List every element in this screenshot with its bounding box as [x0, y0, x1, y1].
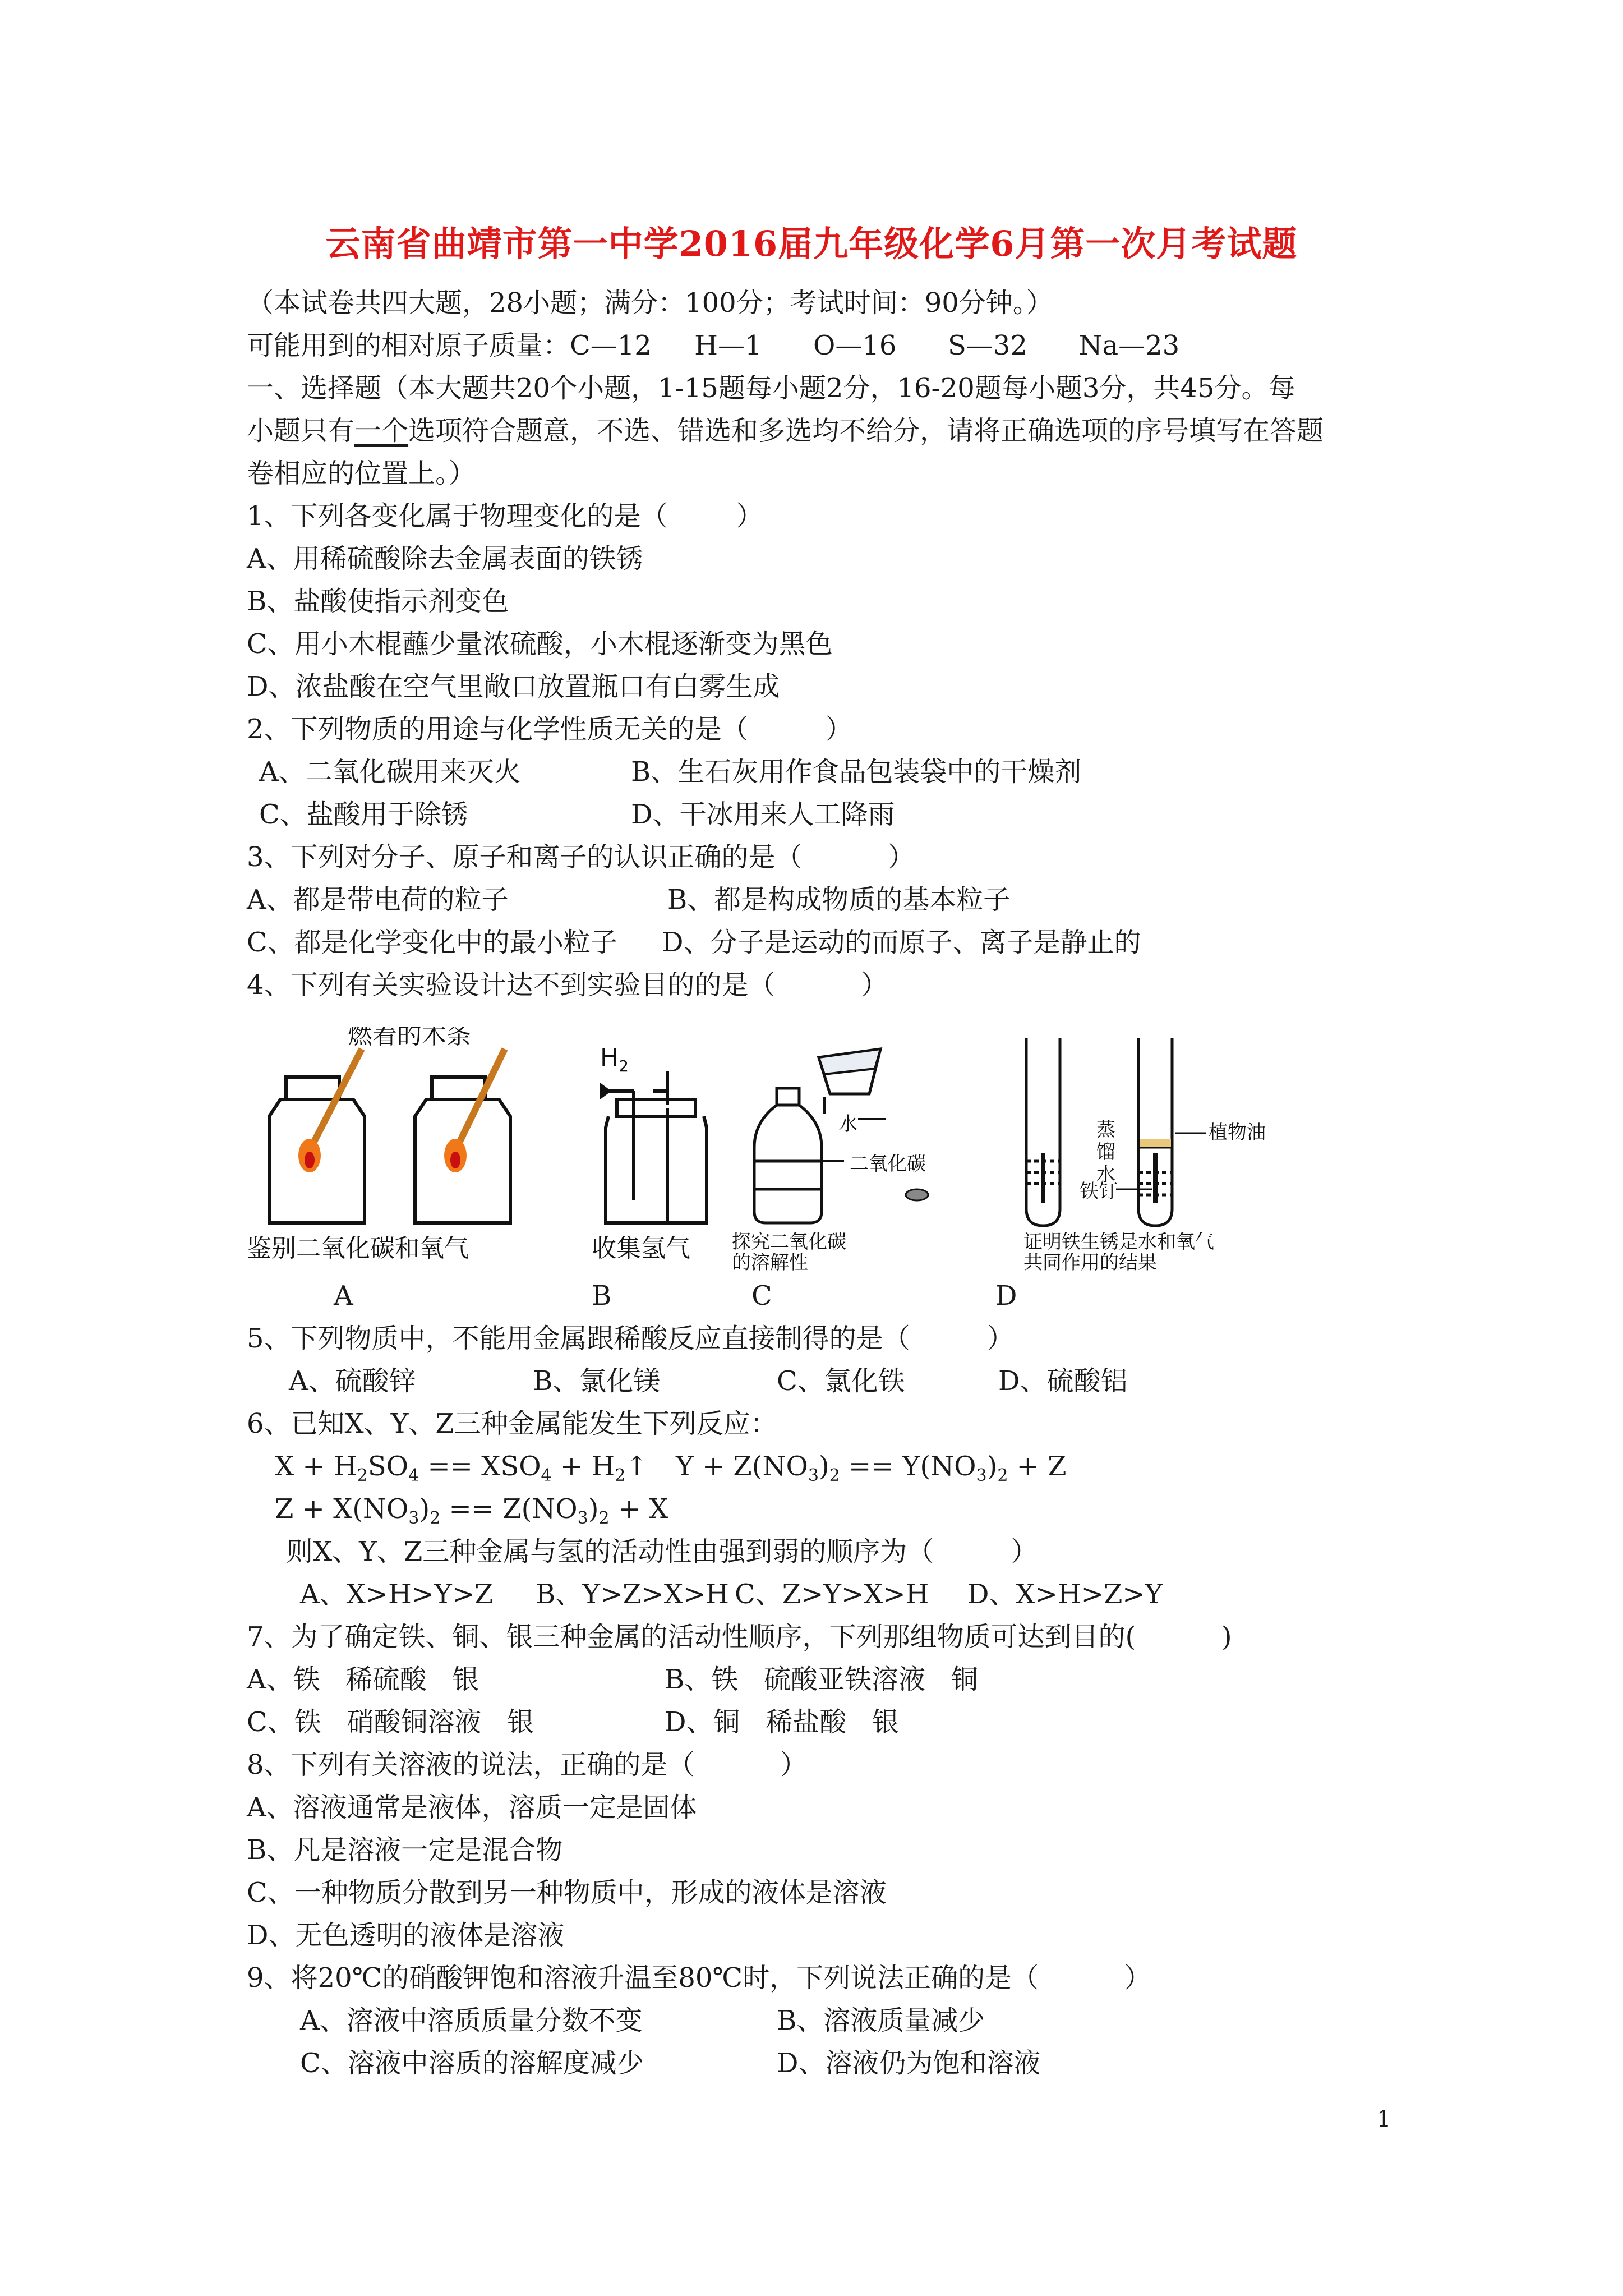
q6-option-d: D、X>H>Z>Y: [967, 1579, 1163, 1610]
eq-text: ): [986, 1451, 998, 1482]
q2-option-c: C、盐酸用于除锈: [259, 799, 468, 830]
eq-text: ): [818, 1451, 829, 1482]
eq-text: + X: [609, 1493, 668, 1525]
fig-b-top-label: [600, 1043, 629, 1075]
section1-instructions-line3: 卷相应的位置上。）: [247, 458, 476, 489]
eq-sub: 4: [408, 1466, 419, 1485]
fig-d-distilled-1: 蒸: [1096, 1119, 1115, 1141]
eq-sub: 3: [808, 1466, 819, 1485]
q6-reaction-2: [676, 1450, 1067, 1483]
exam-note: （本试卷共四大题，28小题；满分：100分；考试时间：90分钟。）: [247, 287, 1053, 319]
q7-option-b: B、铁 硫酸亚铁溶液 铜: [665, 1664, 978, 1695]
q2-option-a: A、二氧化碳用来灭火: [259, 756, 521, 788]
q1-option-d: D、浓盐酸在空气里敞口放置瓶口有白雾生成: [247, 671, 780, 702]
q2-stem: 2、下列物质的用途与化学性质无关的是（ ）: [247, 714, 852, 745]
q5-stem: 5、下列物质中，不能用金属跟稀酸反应直接制得的是（ ）: [247, 1323, 1014, 1354]
q6-reaction-1: [275, 1450, 648, 1483]
q8-option-b: B、凡是溶液一定是混合物: [247, 1834, 563, 1866]
fig-c-caption-line1: 探究二氧化碳: [732, 1231, 846, 1253]
eq-sub: 2: [829, 1466, 840, 1485]
fig-c-co2-label: 二氧化碳: [850, 1153, 926, 1175]
q1-option-c: C、用小木棍蘸少量浓硫酸，小木棍逐渐变为黑色: [247, 628, 833, 660]
fig-d-caption-line2: 共同作用的结果: [1023, 1251, 1157, 1273]
q3-option-d: D、分子是运动的而原子、离子是静止的: [662, 927, 1141, 958]
page-title: 云南省曲靖市第一中学2016届九年级化学6月第一次月考试题: [325, 223, 1298, 264]
fig-a-top-label: 燃着的木条: [348, 1027, 471, 1050]
fig-b-gas-bottle: [600, 1071, 707, 1223]
q6-option-a: A、X>H>Y>Z: [300, 1579, 494, 1610]
instr-text: 小题只有: [247, 415, 355, 447]
fig-c-water-label: 水: [838, 1113, 857, 1135]
eq-sub: 2: [357, 1466, 368, 1485]
bottle-cap-icon: [906, 1189, 928, 1200]
q3-option-c: C、都是化学变化中的最小粒子: [247, 927, 617, 958]
eq-text: + H: [551, 1451, 615, 1482]
eq-text: Z + X(NO: [275, 1493, 409, 1525]
flame-core-icon: [450, 1152, 460, 1168]
eq-text: ): [588, 1493, 599, 1525]
h2-symbol: H: [600, 1043, 619, 1072]
eq-sub: 4: [541, 1466, 552, 1485]
eq-sub: 3: [408, 1508, 419, 1528]
q4-label-a: A: [334, 1280, 353, 1312]
q4-label-b: B: [592, 1280, 612, 1312]
eq-text: == XSO: [419, 1451, 541, 1482]
q2-option-b: B、生石灰用作食品包装袋中的干燥剂: [631, 756, 1082, 788]
q4-label-c: C: [751, 1280, 772, 1312]
q7-option-c: C、铁 硝酸铜溶液 银: [247, 1706, 534, 1738]
fig-a-bottles: [269, 1049, 510, 1223]
beaker-icon: [819, 1049, 880, 1074]
oil-layer: [1140, 1139, 1171, 1147]
fig-b-caption: 收集氢气: [592, 1234, 690, 1263]
eq-sub: 3: [577, 1508, 588, 1528]
arrow-icon: [600, 1083, 611, 1099]
q8-stem: 8、下列有关溶液的说法，正确的是（ ）: [247, 1749, 808, 1780]
q4-diagram: [241, 1027, 1324, 1273]
section1-instructions-line1: 一、选择题（本大题共20个小题，1-15题每小题2分，16-20题每小题3分，共45分。每: [247, 372, 1295, 404]
q5-option-b: B、氯化镁: [533, 1365, 661, 1397]
eq-text: SO: [367, 1451, 409, 1482]
fig-d-distilled-3: 水: [1096, 1163, 1115, 1186]
q2-option-d: D、干冰用来人工降雨: [631, 799, 895, 830]
h2-subscript: 2: [619, 1057, 629, 1075]
q9-stem: 9、将20℃的硝酸钾饱和溶液升温至80℃时，下列说法正确的是（ ）: [247, 1962, 1151, 1994]
q6-option-c: C、Z>Y>X>H: [735, 1579, 929, 1610]
eq-text: == Z(NO: [440, 1493, 578, 1525]
q6-ask: 则X、Y、Z三种金属与氢的活动性由强到弱的顺序为（ ）: [286, 1536, 1038, 1567]
eq-sub: 2: [997, 1466, 1008, 1485]
section1-instructions-line2: [247, 414, 1324, 448]
q5-option-d: D、硫酸铝: [998, 1365, 1128, 1397]
gas-arrow-icon: ↑: [625, 1451, 648, 1482]
q8-option-c: C、一种物质分散到另一种物质中，形成的液体是溶液: [247, 1877, 887, 1908]
eq-sub: 2: [598, 1508, 610, 1528]
q7-option-a: A、铁 稀硫酸 银: [247, 1664, 479, 1695]
q8-option-a: A、溶液通常是液体，溶质一定是固体: [247, 1792, 697, 1823]
fig-d-caption-line1: 证明铁生锈是水和氧气: [1023, 1231, 1214, 1253]
fig-d-oil-label: 植物油: [1209, 1121, 1266, 1144]
q3-option-b: B、都是构成物质的基本粒子: [667, 884, 1011, 915]
eq-sub: 3: [976, 1466, 987, 1485]
q9-option-a: A、溶液中溶质质量分数不变: [300, 2005, 643, 2036]
q6-reaction-3: [275, 1492, 668, 1526]
q9-option-d: D、溶液仍为饱和溶液: [777, 2047, 1041, 2079]
fig-a-caption: 鉴别二氧化碳和氧气: [247, 1234, 469, 1263]
q3-option-a: A、都是带电荷的粒子: [247, 884, 509, 915]
flame-core-icon: [305, 1152, 315, 1168]
q9-option-b: B、溶液质量减少: [777, 2005, 985, 2036]
q7-option-d: D、铜 稀盐酸 银: [665, 1706, 900, 1738]
eq-text: == Y(NO: [840, 1451, 976, 1482]
eq-text: ): [419, 1493, 430, 1525]
instr-text: 选项符合题意，不选、错选和多选均不给分，请将正确选项的序号填写在答题: [408, 415, 1324, 447]
fig-d-nail-label: 铁钉: [1080, 1180, 1118, 1203]
fig-c-caption-line2: 的溶解性: [732, 1251, 808, 1273]
q5-option-a: A、硫酸锌: [289, 1365, 416, 1397]
eq-text: Y + Z(NO: [676, 1451, 808, 1482]
q4-stem: 4、下列有关实验设计达不到实验目的的是（ ）: [247, 969, 888, 1001]
instr-underlined: 一个: [354, 415, 409, 447]
eq-text: X + H: [275, 1451, 357, 1482]
q1-stem: 1、下列各变化属于物理变化的是（ ）: [247, 500, 763, 532]
q4-experiment-figure: [241, 1027, 1324, 1273]
eq-sub: 2: [430, 1508, 441, 1528]
atomic-mass-line: 可能用到的相对原子质量：C—12 H—1 O—16 S—32 Na—23: [247, 330, 1180, 361]
q8-option-d: D、无色透明的液体是溶液: [247, 1920, 565, 1951]
q4-label-d: D: [995, 1280, 1017, 1312]
q7-stem: 7、为了确定铁、铜、银三种金属的活动性顺序，下列那组物质可达到目的( ): [247, 1621, 1232, 1653]
q3-stem: 3、下列对分子、原子和离子的认识正确的是（ ）: [247, 841, 915, 873]
page-number: 1: [1377, 2106, 1391, 2132]
q6-option-b: B、Y>Z>X>H: [536, 1579, 730, 1610]
q1-option-b: B、盐酸使指示剂变色: [247, 586, 509, 617]
eq-sub: 2: [615, 1466, 626, 1485]
q6-stem: 6、已知X、Y、Z三种金属能发生下列反应：: [247, 1408, 777, 1439]
fig-c-plastic-bottle: [754, 1049, 886, 1223]
eq-text: + Z: [1008, 1451, 1067, 1482]
q1-option-a: A、用稀硫酸除去金属表面的铁锈: [247, 543, 643, 574]
q9-option-c: C、溶液中溶质的溶解度减少: [300, 2047, 644, 2079]
fig-d-distilled-2: 馏: [1096, 1141, 1115, 1163]
q5-option-c: C、氯化铁: [777, 1365, 905, 1397]
